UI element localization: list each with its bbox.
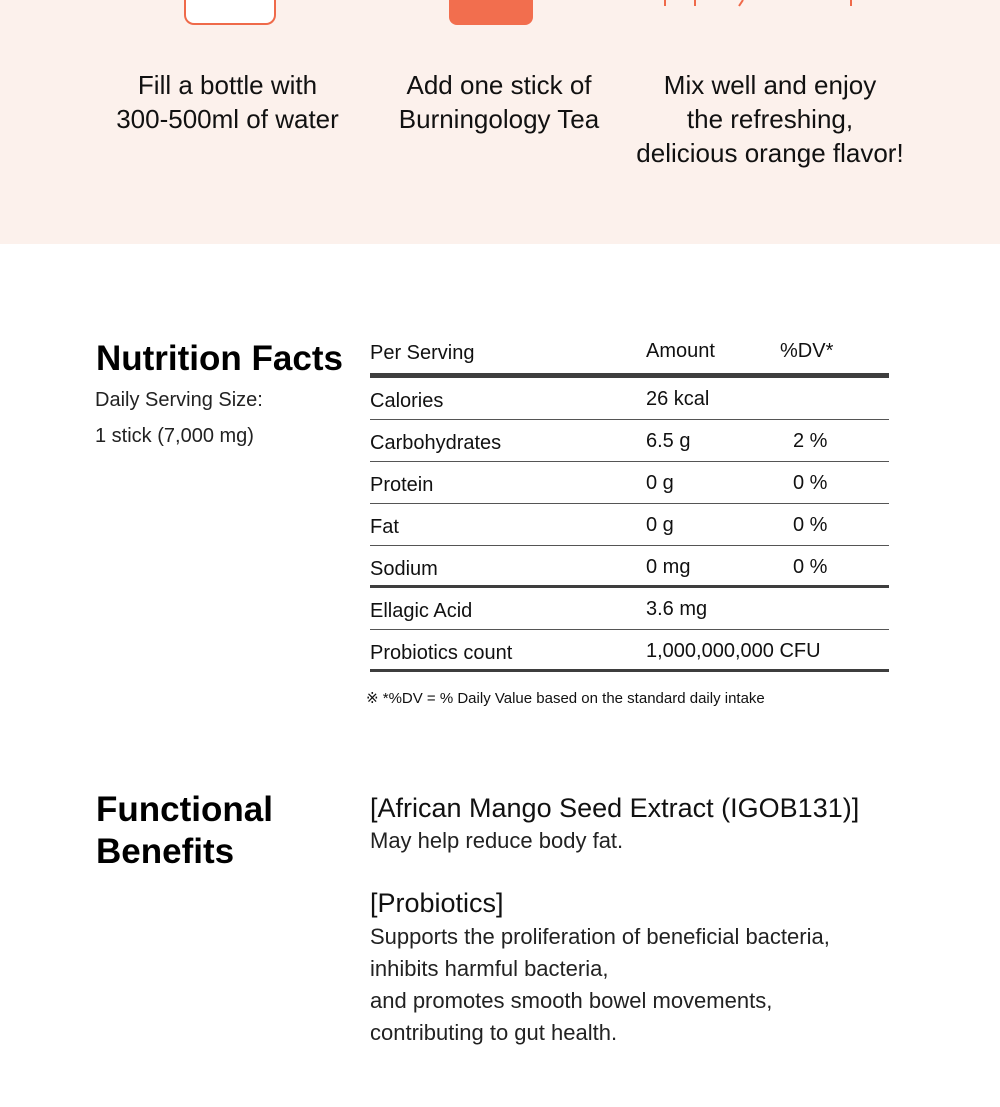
- table-row: [370, 546, 889, 588]
- benefit-text: May help reduce body fat.: [370, 828, 624, 853]
- header-dv: %DV*: [780, 340, 834, 362]
- preparation-steps-band: [0, 0, 1000, 244]
- table-row: [370, 588, 889, 630]
- row-amount: 1,000,000,000 CFU: [646, 640, 821, 662]
- row-name: Probiotics count: [370, 642, 513, 664]
- nutrition-table: [370, 332, 889, 672]
- table-row: [370, 630, 889, 672]
- row-name: Protein: [370, 474, 434, 496]
- row-dv: 0 %: [793, 556, 828, 578]
- table-row: [370, 462, 889, 504]
- nutrition-table-header: [370, 332, 889, 378]
- benefit-heading: [African Mango Seed Extract (IGOB131)]: [370, 793, 860, 823]
- benefit-text: Supports the proliferation of beneficial bacteria, inhibits harmful bacteria, and promotes smooth bowel movements, contributing to gut health.: [370, 924, 830, 1045]
- serving-size-label: Daily Serving Size:: [95, 389, 263, 411]
- header-amount: Amount: [646, 340, 715, 362]
- row-dv: 0 %: [793, 472, 828, 494]
- row-amount: 0 mg: [646, 556, 691, 578]
- empty-bottle-icon: [184, 0, 276, 25]
- nutrition-facts-title: Nutrition Facts: [96, 339, 343, 378]
- table-row: [370, 378, 889, 420]
- step-3-caption: Mix well and enjoy the refreshing, delicious orange flavor!: [636, 70, 904, 168]
- row-amount: 0 g: [646, 514, 674, 536]
- row-dv: 2 %: [793, 430, 828, 452]
- tea-stick-icon: [449, 0, 533, 25]
- row-dv: 0 %: [793, 514, 828, 536]
- row-name: Fat: [370, 516, 399, 538]
- serving-size-value: 1 stick (7,000 mg): [95, 425, 254, 447]
- row-amount: 6.5 g: [646, 430, 691, 452]
- row-amount: 0 g: [646, 472, 674, 494]
- row-amount: 3.6 mg: [646, 598, 708, 620]
- table-row: [370, 420, 889, 462]
- row-name: Sodium: [370, 558, 438, 580]
- table-row: [370, 504, 889, 546]
- row-amount: 26 kcal: [646, 388, 710, 410]
- header-per-serving: Per Serving: [370, 342, 475, 364]
- daily-value-note: ※ *%DV = % Daily Value based on the standard daily intake: [366, 690, 765, 707]
- row-name: Calories: [370, 390, 444, 412]
- step-2-caption: Add one stick of Burningology Tea: [398, 70, 600, 134]
- row-name: Ellagic Acid: [370, 600, 473, 622]
- step-1-caption: Fill a bottle with 300-500ml of water: [116, 70, 339, 134]
- functional-benefits-title: Functional Benefits: [96, 790, 273, 871]
- benefit-heading: [Probiotics]: [370, 888, 504, 918]
- mix-icon: [655, 0, 865, 10]
- row-name: Carbohydrates: [370, 432, 502, 454]
